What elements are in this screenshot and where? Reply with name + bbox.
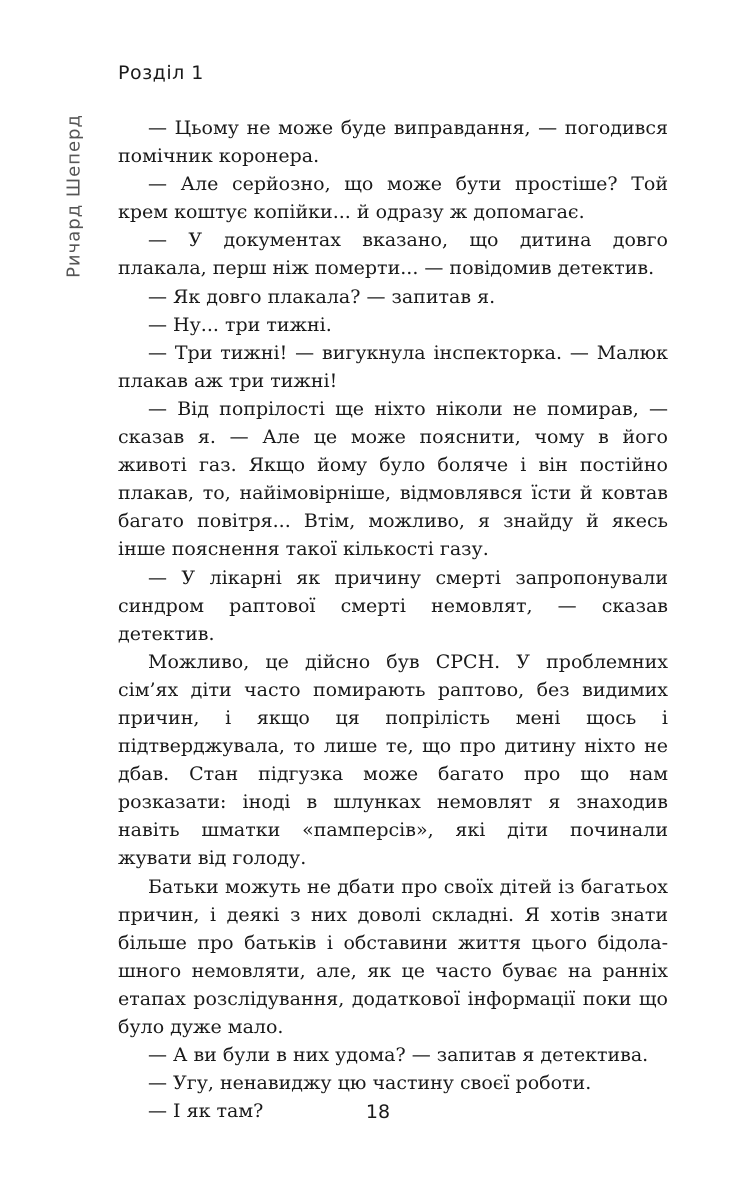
- paragraph-3: — У документах вказано, що дитина довго плакала, перш ніж померти... — повідомив детектив.: [118, 229, 668, 280]
- paragraph-8: — У лікарні як причину смерті запропонували синдром раптової смерті немовлят, — сказав детектив.: [118, 566, 668, 645]
- paragraph-7: — Від попрілості ще ніхто ніколи не помирав, — сказав я. — Але це може пояснити, чому в його животі газ. Якщо йому було боляче і він постійно плакав, то, найімовірніше, відмовлявся їсти й ковтав багато повітря... Втім, можливо, я знайду й якесь інше пояснення такої кількості газу.: [118, 397, 668, 561]
- paragraph-11: — А ви були в них удома? — запитав я детектива.: [148, 1044, 649, 1067]
- paragraph-6: — Три тижні! — вигукнула інспекторка. — Малюк плакав аж три тижні!: [118, 341, 668, 392]
- paragraph-12: — Угу, ненавиджу цю частину своєї роботи.: [148, 1072, 592, 1095]
- page-number: 18: [365, 1101, 391, 1123]
- paragraph-5: — Ну... три тижні.: [148, 313, 332, 336]
- paragraph-9: Можливо, це дійсно був СРСН. У проблемних сім’ях діти часто помирають раптово, без видимих причин, і якщо ця попрілість мені щось і підтверджувала, то лише те, що про дитину ніхто не дбав. Стан підгузка може багато про що нам розказати: іноді в шлунках немовлят я знаходив навіть шматки «памперсів», які діти починали жувати від голоду.: [118, 650, 668, 870]
- paragraph-4: — Як довго плакала? — запитав я.: [148, 285, 496, 308]
- author-sidebar: [62, 114, 86, 278]
- paragraph-1: — Цьому не може буде виправдання, — погодився помічник коронера.: [118, 117, 668, 168]
- paragraph-13: — І як там?: [148, 1100, 264, 1123]
- paragraph-2: — Але серйозно, що може бути простіше? Той крем коштує копійки... й одразу ж допомагає.: [118, 173, 668, 224]
- author-name: Ричард Шеперд: [63, 114, 85, 278]
- chapter-header: Розділ 1: [118, 62, 204, 84]
- paragraph-10: Батьки можуть не дбати про своїх дітей із багатьох причин, і деякі з них доволі складні. Я хотів знати більше про батьків і обставини життя цього бідолашного немовляти, але, як це часто буває на ранніх етапах розслідування, додаткової інформації поки що було дуже мало.: [118, 875, 668, 1038]
- text-body: [118, 114, 668, 1125]
